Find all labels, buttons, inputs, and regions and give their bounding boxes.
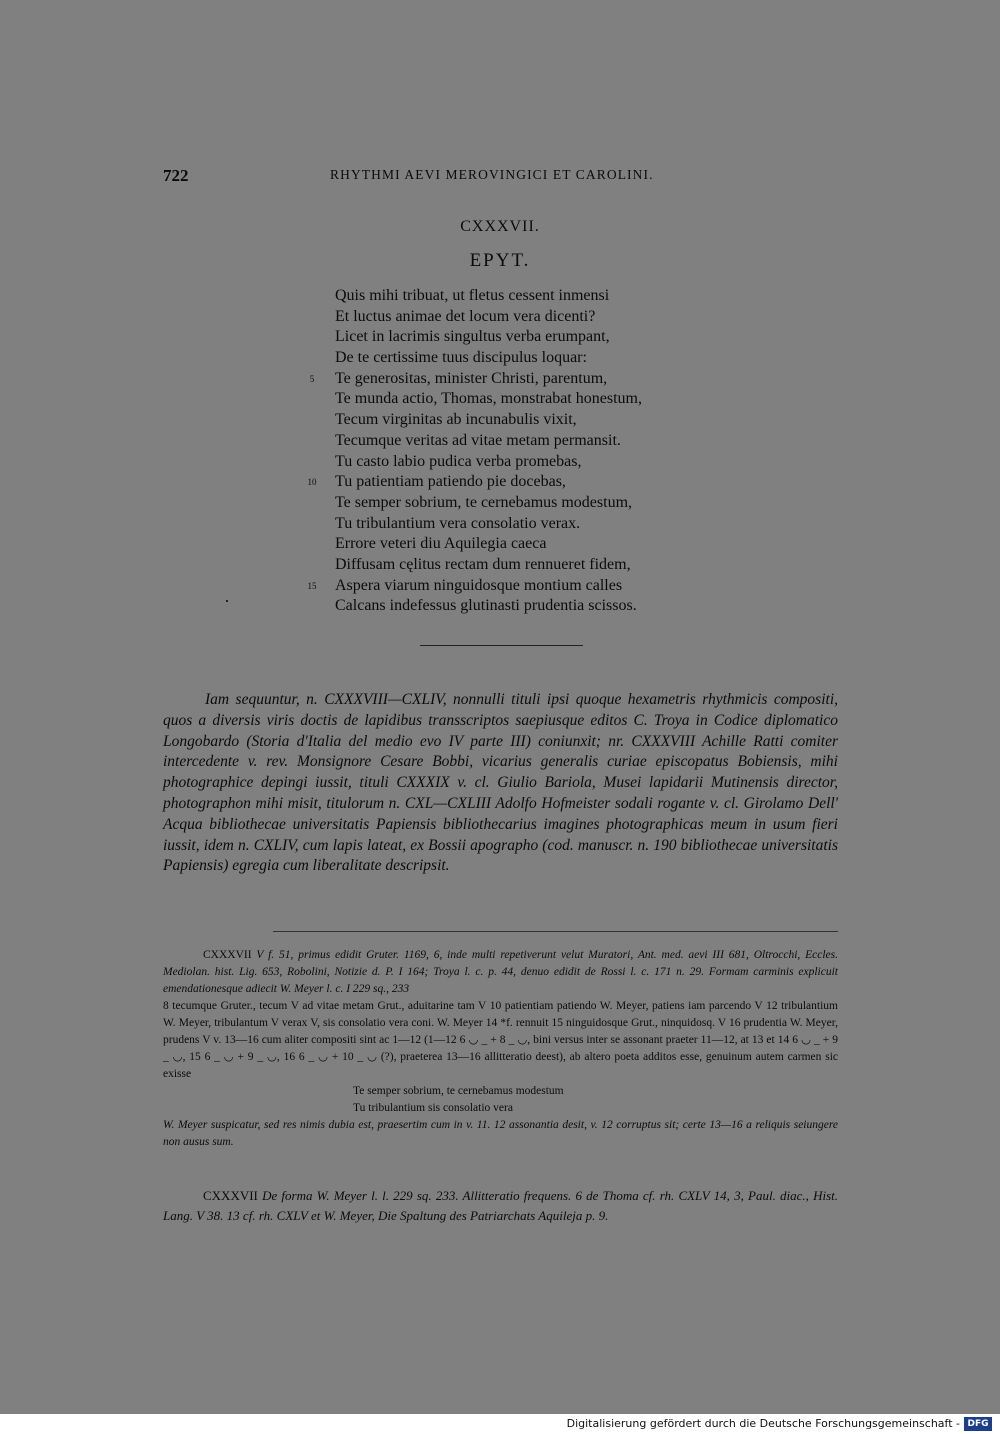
verse-text: Et luctus animae det locum vera dicenti?: [335, 307, 596, 325]
section-divider: [420, 645, 583, 646]
verse-line: [305, 596, 725, 617]
poem-number: CXXXVII.: [460, 218, 540, 235]
intro-text: Iam sequuntur, n. CXXXVIII—CXLIV, nonnulli tituli ipsi quoque hexametris rhythmicis compositi, quos a diversis viris doctis de lapidibus transscriptos saepiusque editos C. Troya in Codice diplomatico Longobardo (Storia d'Italia del medio evo IV parte III) coniunxit; nr. CXXXVIII Achille Ratti comiter intercedente v. rev. Monsignore Cesare Bobbi, vicarius generalis curiae episcopatus Bobiensis, mihi photographice depingi iussit, tituli CXXXIX v. cl. Giulio Bariola, Musei lapidarii Mutinensis director, photographon mihi misit, titulorum n. CXL—CXLIII Adolfo Hofmeister sodali rogante v. cl. Girolamo Dell' Acqua bibliothecae universitatis Papiensis bibliothecarius imagines photographicas meum in usum fieri iussit, idem n. CXLIV, cum lapis lateat, ex Bossii apographo (cod. manuscr. n. 190 bibliothecae universitatis Papiensis) egregia cum liberalitate descripsit.: [163, 691, 838, 875]
apparatus-quote-line: Te semper sobrium, te cernebamus modestum: [353, 1085, 564, 1097]
verse-line: [305, 431, 725, 452]
verse-text: Aspera viarum ninguidosque montium calles: [335, 576, 623, 594]
commentary-text: De forma W. Meyer l. l. 229 sq. 233. Allitteratio frequens. 6 de Thoma cf. rh. CXLV 14, 3, Paul. diac., Hist. Lang. V 38. 13 cf. rh. CXLV et W. Meyer, Die Spaltung des Patriarchats Aquileja p. 9.: [163, 1188, 838, 1223]
funding-notice: Digitalisierung gefördert durch die Deutsche Forschungsgemeinschaft -: [566, 1417, 960, 1430]
verse-line: [305, 327, 725, 348]
verse-line: [305, 534, 725, 555]
verse-text: Tu tribulantium vera consolatio verax.: [335, 514, 581, 532]
verse-line: [305, 286, 725, 307]
verse-line: [305, 514, 725, 535]
apparatus-conclusion: [163, 1117, 838, 1151]
critical-apparatus: [163, 947, 838, 1151]
verse-text: Tu patientiam patiendo pie docebas,: [335, 473, 566, 491]
print-speck: [226, 600, 228, 602]
apparatus-label: CXXXVII: [203, 949, 252, 961]
dfg-logo[interactable]: DFG: [964, 1417, 992, 1431]
page-header: [163, 166, 838, 188]
verse-line: [305, 576, 725, 597]
commentary-label: CXXXVII: [203, 1188, 258, 1203]
verse-text: Te semper sobrium, te cernebamus modestum,: [335, 493, 633, 511]
verse-line: [305, 389, 725, 410]
commentary-paragraph: [163, 1186, 838, 1226]
apparatus-readings: 8 tecumque Gruter., tecum V ad vitae metam Grut., aduitarine tam V 10 patientiam patiendo W. Meyer, patiens iam parcendo V 12 tribulantium W. Meyer, tribulantum V verax V, sis consolatio vera coni. W. Meyer 14 *f. rennuit 15 ninguidosque Grut., ninquidosq. V 16 prudentia W. Meyer, prudens V v. 13—16 cum aliter compositi sint ac 1—12 (1—12 6 ◡ _ + 8 _ ◡, bini versus inter se assonant praeter 11—12, at 13 et 14 6 ◡ _ + 9 _ ◡, 15 6 _ ◡ + 9 _ ◡, 16 6 _ ◡ + 10 _ ◡ (?), praeterea 13—16 allitteratio deest), ab altero poeta additos esse, genuinum autem carmen sic exisse: [163, 1000, 838, 1080]
verse-line: [305, 472, 725, 493]
verse-text: Calcans indefessus glutinasti prudentia scissos.: [335, 597, 637, 615]
footnote-divider: [273, 931, 838, 932]
verse-line: [305, 555, 725, 576]
poem-title: EPYT.: [469, 250, 531, 271]
verse-text: Te munda actio, Thomas, monstrabat honestum,: [335, 390, 642, 408]
verse-line: [305, 348, 725, 369]
verse-number: 15: [307, 580, 317, 591]
poem-verses: [305, 286, 725, 617]
verse-line: [305, 410, 725, 431]
verse-text: Tecumque veritas ad vitae metam permansit.: [335, 431, 621, 449]
digitization-footer: [0, 1414, 1000, 1434]
verse-text: Tecum virginitas ab incunabulis vixit,: [335, 411, 577, 429]
verse-number: 5: [309, 373, 315, 384]
apparatus-conclusion-text: W. Meyer suspicatur, sed res nimis dubia est, praesertim cum in v. 11. 12 assonantia desit, v. 12 corruptus sit; certe 13—16 a reliquis seiungere non ausus sum.: [163, 1119, 838, 1148]
verse-text: Diffusam cęlitus rectam dum rennueret fidem,: [335, 555, 631, 573]
apparatus-paragraph: [163, 947, 838, 998]
verse-text: Tu casto labio pudica verba promebas,: [335, 452, 582, 470]
introduction-paragraph: [163, 690, 838, 877]
verse-text: Licet in lacrimis singultus verba erumpant,: [335, 328, 610, 346]
verse-text: Te generositas, minister Christi, parentum,: [335, 369, 608, 387]
verse-text: Quis mihi tribuat, ut fletus cessent inmensi: [335, 287, 610, 304]
verse-number: 10: [307, 477, 317, 488]
verse-text: De te certissime tuus discipulus loquar:: [335, 349, 587, 367]
verse-line: [305, 452, 725, 473]
verse-line: [305, 307, 725, 328]
apparatus-quote-line: Tu tribulantium sis consolatio vera: [353, 1102, 513, 1114]
commentary-notes: [163, 1186, 838, 1226]
running-title: RHYTHMI AEVI MEROVINGICI ET CAROLINI.: [330, 167, 654, 182]
apparatus-sources: V f. 51, primus edidit Gruter. 1169, 6, inde multi repetiverunt velut Muratori, Ant. med. aevi III 681, Oltrocchi, Eccles. Mediolan. hist. Lig. 653, Robolini, Notizie d. P. I 164; Troya l. c. p. 44, denuo edidit de Rossi l. c. 171 n. 29. Formam carminis explicuit emendationesque adiecit W. Meyer l. c. I 229 sq., 233: [163, 949, 838, 995]
page-number: 722: [163, 166, 189, 185]
verse-text: Errore veteri diu Aquilegia caeca: [335, 535, 547, 553]
verse-line: [305, 493, 725, 514]
verse-line: [305, 369, 725, 390]
